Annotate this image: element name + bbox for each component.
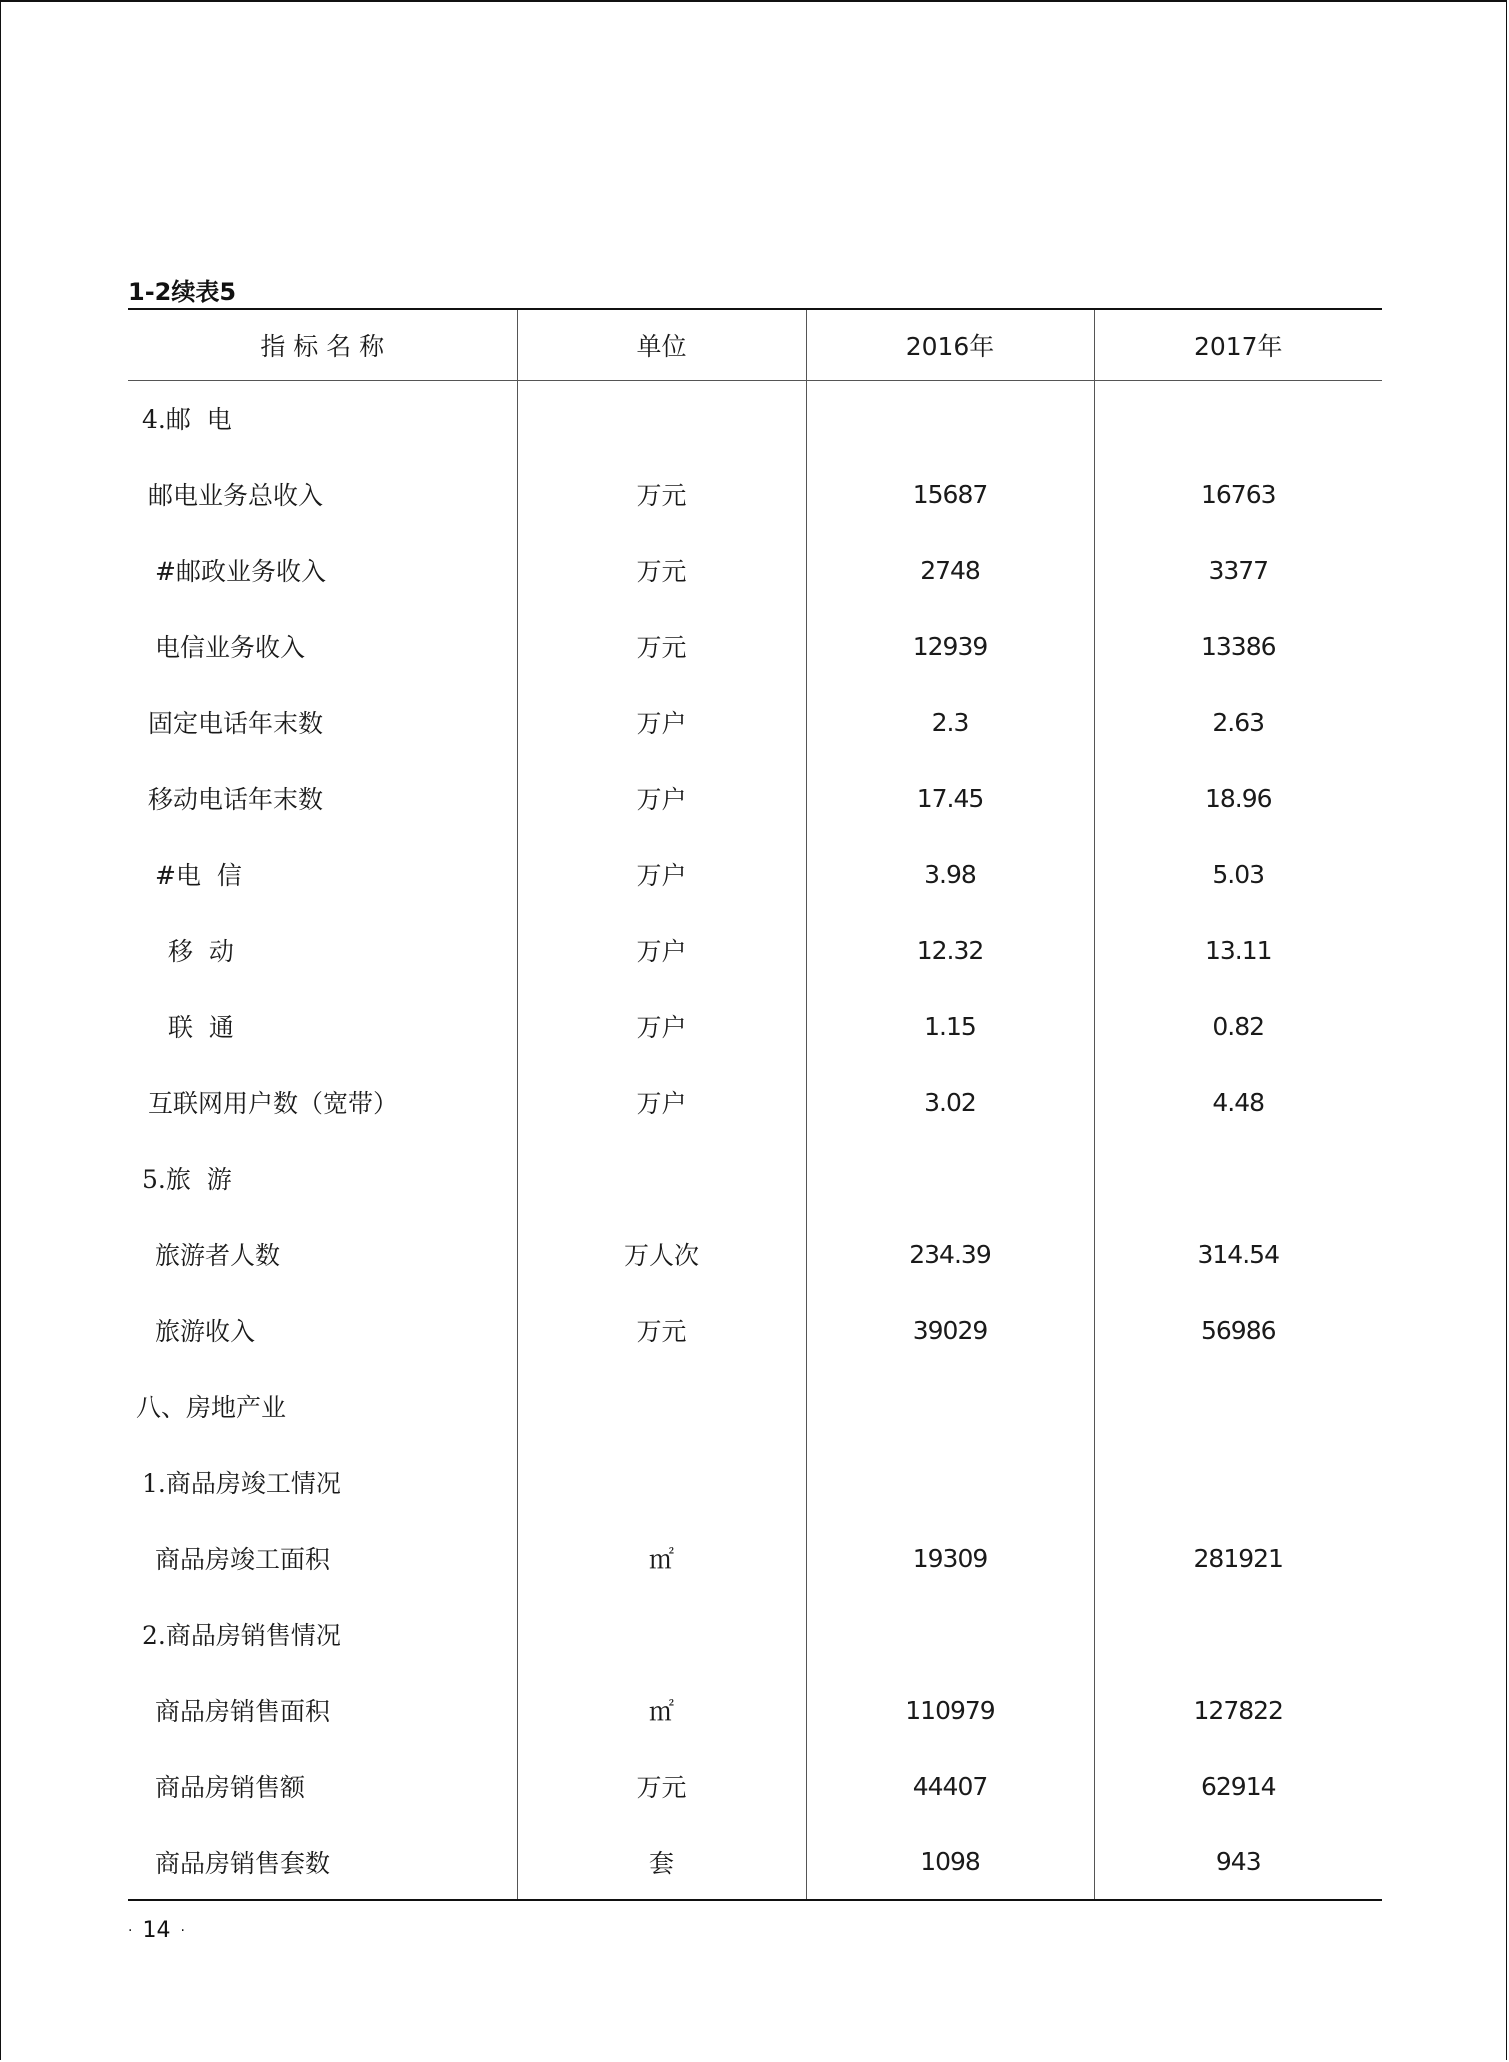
footer-dot-left: · (128, 1923, 133, 1939)
unit-cell: 万户 (517, 912, 806, 988)
unit-cell (517, 1140, 806, 1216)
unit-cell: 万元 (517, 1748, 806, 1824)
unit-cell: 万户 (517, 684, 806, 760)
footer-dot-right: · (180, 1923, 185, 1939)
unit-cell (517, 380, 806, 456)
indicator-name-cell: 商品房销售面积 (155, 1697, 331, 1726)
indicator-name-cell: 移动电话年末数 (148, 785, 324, 814)
value-2016-cell: 2748 (806, 532, 1094, 608)
unit-cell: 万元 (517, 1292, 806, 1368)
table-row (128, 1140, 1382, 1216)
value-2016-cell (806, 1140, 1094, 1216)
value-2017-cell: 314.54 (1094, 1216, 1382, 1292)
table-row (128, 1520, 1382, 1596)
table-row (128, 608, 1382, 684)
indicator-name-cell: 5.旅 游 (142, 1165, 232, 1194)
table-title: 1-2续表5 (128, 278, 237, 306)
value-2016-cell: 15687 (806, 456, 1094, 532)
indicator-name-cell: 移 动 (168, 937, 234, 966)
value-2017-cell (1094, 1596, 1382, 1672)
indicator-name-cell: 八、房地产业 (136, 1393, 287, 1422)
value-2017-cell: 281921 (1094, 1520, 1382, 1596)
unit-cell: 套 (517, 1824, 806, 1900)
value-2016-cell: 3.98 (806, 836, 1094, 912)
value-2016-cell: 44407 (806, 1748, 1094, 1824)
unit-cell: 万户 (517, 836, 806, 912)
unit-cell (517, 1596, 806, 1672)
value-2017-cell: 3377 (1094, 532, 1382, 608)
indicator-name-cell: 商品房销售套数 (128, 1824, 517, 1900)
page-number: 14 (142, 1918, 171, 1943)
header-year-2017: 2017年 (1094, 309, 1382, 380)
value-2016-cell (806, 1596, 1094, 1672)
value-2017-cell: 2.63 (1094, 684, 1382, 760)
indicator-name-cell: 2.商品房销售情况 (142, 1621, 341, 1650)
table-row (128, 1672, 1382, 1748)
value-2017-cell: 5.03 (1094, 836, 1382, 912)
value-2017-cell: 127822 (1094, 1672, 1382, 1748)
unit-cell: 万元 (517, 532, 806, 608)
indicator-name-cell: 旅游者人数 (155, 1241, 281, 1270)
table-body (128, 380, 1382, 1900)
table-row (128, 456, 1382, 532)
value-2016-cell: 17.45 (806, 760, 1094, 836)
unit-cell: 万人次 (517, 1216, 806, 1292)
unit-cell: 万元 (517, 456, 806, 532)
unit-cell: 万户 (517, 1064, 806, 1140)
value-2016-cell: 12.32 (806, 912, 1094, 988)
value-2017-cell: 18.96 (1094, 760, 1382, 836)
table-row (128, 1064, 1382, 1140)
indicator-name-cell: #电 信 (155, 861, 242, 890)
indicator-name-cell: #邮政业务收入 (155, 557, 326, 586)
unit-cell: 万户 (517, 760, 806, 836)
unit-cell: 万户 (517, 988, 806, 1064)
value-2016-cell: 3.02 (806, 1064, 1094, 1140)
indicator-name-cell: 旅游收入 (155, 1317, 256, 1346)
indicator-name-cell: 电信业务收入 (155, 633, 306, 662)
indicator-name-cell: 邮电业务总收入 (148, 481, 324, 510)
value-2016-cell: 39029 (806, 1292, 1094, 1368)
value-2016-cell: 19309 (806, 1520, 1094, 1596)
table-row (128, 836, 1382, 912)
unit-cell (517, 1444, 806, 1520)
unit-cell: ㎡ (517, 1520, 806, 1596)
value-2016-cell: 1.15 (806, 988, 1094, 1064)
table-row (128, 380, 1382, 456)
value-2017-cell (1094, 1368, 1382, 1444)
value-2016-cell: 2.3 (806, 684, 1094, 760)
header-unit: 单位 (517, 309, 806, 380)
value-2016-cell: 1098 (806, 1824, 1094, 1900)
table-row (128, 1292, 1382, 1368)
table-header-row (128, 309, 1382, 380)
value-2017-cell: 4.48 (1094, 1064, 1382, 1140)
table-row (128, 988, 1382, 1064)
table-row (128, 1368, 1382, 1444)
indicator-name-cell: 联 通 (168, 1013, 234, 1042)
indicator-name-cell: 商品房销售额 (155, 1773, 306, 1802)
value-2017-cell: 13386 (1094, 608, 1382, 684)
value-2016-cell: 12939 (806, 608, 1094, 684)
table-row (128, 912, 1382, 988)
table-row (128, 1216, 1382, 1292)
value-2016-cell: 110979 (806, 1672, 1094, 1748)
indicator-name-cell: 4.邮 电 (142, 405, 232, 435)
unit-cell: ㎡ (517, 1672, 806, 1748)
value-2017-cell: 13.11 (1094, 912, 1382, 988)
table-row (128, 1444, 1382, 1520)
statistics-table (128, 308, 1382, 1901)
value-2016-cell (806, 380, 1094, 456)
table-row (128, 1748, 1382, 1824)
header-year-2016: 2016年 (806, 309, 1094, 380)
indicator-name-cell: 固定电话年末数 (148, 709, 324, 738)
unit-cell (517, 1368, 806, 1444)
header-indicator-name: 指 标 名 称 (128, 309, 517, 380)
table-row (128, 1824, 1382, 1900)
value-2017-cell: 62914 (1094, 1748, 1382, 1824)
table-row (128, 1596, 1382, 1672)
value-2017-cell: 0.82 (1094, 988, 1382, 1064)
indicator-name-cell: 互联网用户数（宽带） (148, 1089, 399, 1118)
value-2017-cell: 56986 (1094, 1292, 1382, 1368)
value-2017-cell (1094, 380, 1382, 456)
value-2017-cell (1094, 1140, 1382, 1216)
unit-cell: 万元 (517, 608, 806, 684)
page-footer (128, 1918, 185, 1943)
value-2016-cell (806, 1444, 1094, 1520)
value-2017-cell: 16763 (1094, 456, 1382, 532)
table-row (128, 760, 1382, 836)
value-2017-cell (1094, 1444, 1382, 1520)
table-row (128, 684, 1382, 760)
value-2017-cell: 943 (1094, 1824, 1382, 1900)
value-2016-cell (806, 1368, 1094, 1444)
indicator-name-cell: 1.商品房竣工情况 (142, 1469, 341, 1498)
indicator-name-cell: 商品房竣工面积 (155, 1545, 331, 1574)
table-row (128, 532, 1382, 608)
value-2016-cell: 234.39 (806, 1216, 1094, 1292)
